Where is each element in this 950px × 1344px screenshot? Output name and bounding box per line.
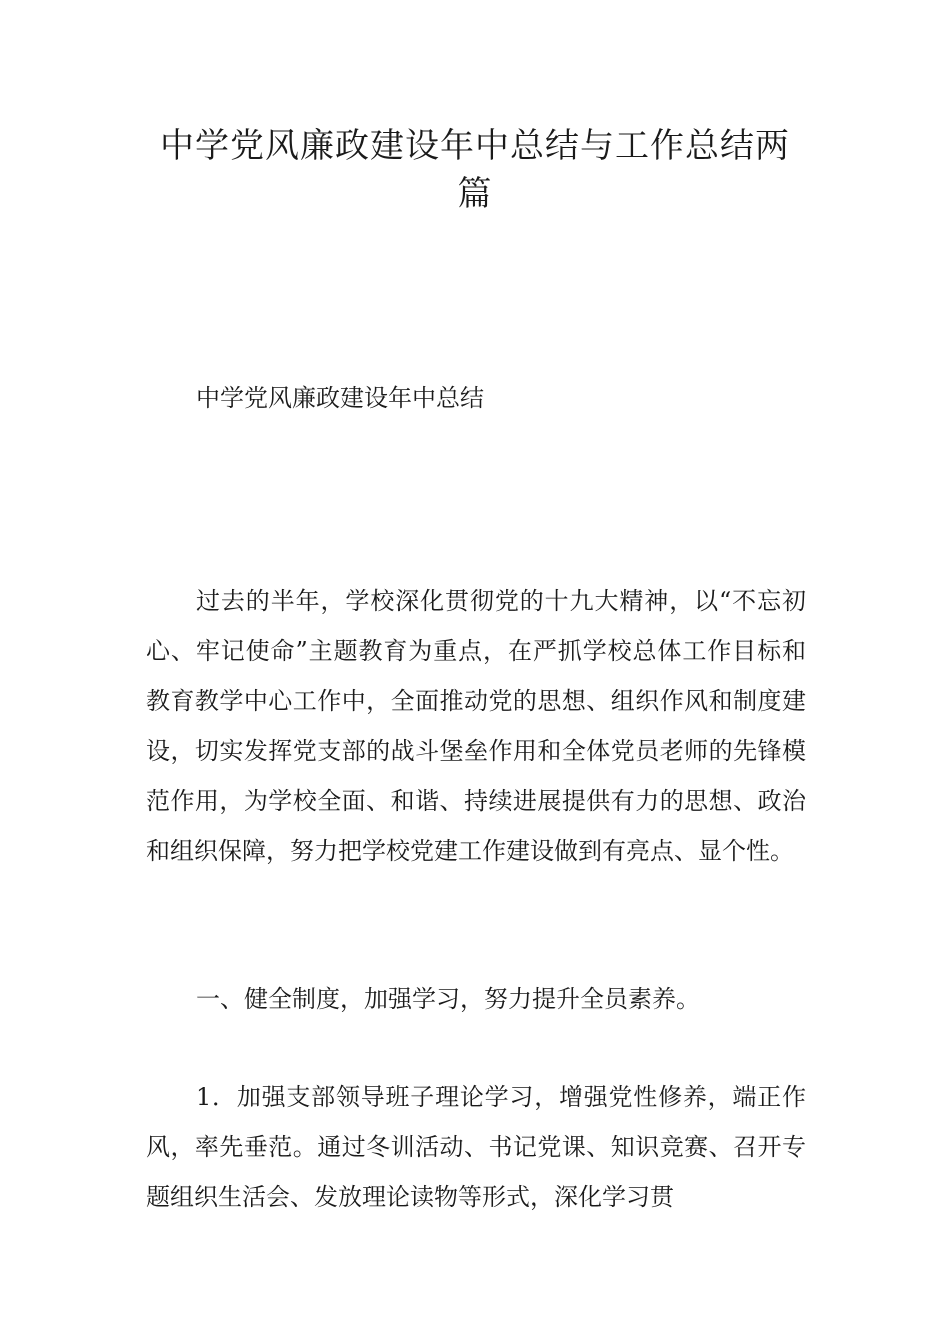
body-paragraph: 过去的半年，学校深化贯彻党的十九大精神，以“不忘初心、牢记使命”主题教育为重点，在严抓学校总体工作目标和教育教学中心工作中，全面推动党的思想、组织作风和制度建设，切实发挥党支部的战斗堡垒作用和全体党员老师的先锋模范作用，为学校全面、和谐、持续进展提供有力的思想、政治和组织保障，努力把学校党建工作建设做到有亮点、显个性。 (146, 587, 806, 865)
body-paragraph: 1．加强支部领导班子理论学习，增强党性修养，端正作风，率先垂范。通过冬训活动、书记党课、知识竞赛、召开专题组织生活会、发放理论读物等形式，深化学习贯 (146, 1083, 806, 1211)
document-title: 中学党风廉政建设年中总结与工作总结两篇 (160, 126, 790, 214)
section-heading: 一、健全制度，加强学习，努力提升全员素养。 (196, 985, 700, 1013)
document-subtitle: 中学党风廉政建设年中总结 (196, 384, 484, 412)
